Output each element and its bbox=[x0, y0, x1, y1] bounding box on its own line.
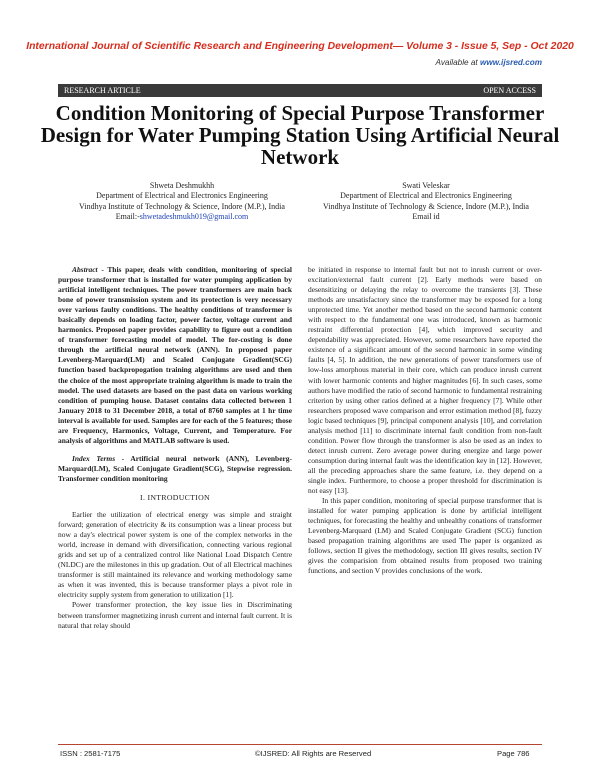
research-article-label: RESEARCH ARTICLE bbox=[64, 86, 141, 95]
abstract-label: Abstract bbox=[72, 265, 98, 274]
author-block-2 bbox=[306, 181, 546, 222]
index-terms-text: - Artificial neural network (ANN), Levenberg-Marquard(LM), Scaled Conjugate Gradient(SCG), Stepwise regression. Transformer condition monitoring bbox=[58, 453, 292, 483]
author-department: Department of Electrical and Electronics Engineering bbox=[96, 191, 268, 201]
author-email-line bbox=[62, 212, 302, 222]
footer-copyright: ©IJSRED: All Rights are Reserved bbox=[255, 749, 372, 758]
author-email-link[interactable]: shwetadeshmukh019@gmail.com bbox=[139, 211, 249, 221]
left-column bbox=[58, 265, 292, 631]
body-paragraph-2: In this paper condition, monitoring of special purpose transformer that is installed for water pumping application is done by artificial intelligent techniques, for forecasting the healthy and unhealthy conations of transformer Levenberg-Marquard (LM) and Scaled Conjugate Gradient (SCG) function based propagation training algorithms are used The paper is organized as follows, section II gives the methodology, section III gives results, section IV gives the comparision from obtained results from proposed two training functions, and section V provides conclusions of the work. bbox=[308, 496, 542, 576]
journal-header: International Journal of Scientific Research and Engineering Development— Volume 3 - Issue 5, Sep - Oct 2020 bbox=[26, 41, 574, 52]
article-type-bar bbox=[58, 84, 542, 97]
section-heading-introduction: I. INTRODUCTION bbox=[140, 492, 210, 502]
paper-title: Condition Monitoring of Special Purpose Transformer Design for Water Pumping Station Using Artificial Neural Network bbox=[40, 101, 560, 169]
email-label: Email:- bbox=[115, 211, 140, 221]
abstract bbox=[58, 265, 292, 446]
author-block-1 bbox=[62, 181, 302, 222]
author-department: Department of Electrical and Electronics Engineering bbox=[340, 191, 512, 201]
author-institute: Vindhya Institute of Technology & Science, Indore (M.P.), India bbox=[79, 201, 285, 211]
author-email: Email id bbox=[412, 211, 440, 221]
footer-divider bbox=[58, 744, 542, 745]
journal-url-link[interactable]: www.ijsred.com bbox=[479, 58, 542, 67]
availability-line bbox=[436, 58, 543, 67]
intro-paragraph-1: Earlier the utilization of electrical energy was simple and straight forward; generation of electricity & its consumption was a linear process but now a day's electrical power system is one of the complex networks in the world, increase in demand with diversification, connecting various regional grids and set up of a centralized control like National Load Dispatch Centre (NLDC) are the milestones in this up gradation. Out of all Electrical machines transformer is still maintained its relevance and working methodology same as when it was invented, this is because transformer plays a pivot role in electricity supply system from generation to utilization [1]. bbox=[58, 510, 292, 600]
footer-page-number: Page 786 bbox=[497, 749, 530, 758]
author-institute: Vindhya Institute of Technology & Science, Indore (M.P.), India bbox=[323, 201, 529, 211]
author-name: Shweta Deshmukhh bbox=[149, 181, 215, 190]
index-terms bbox=[58, 454, 292, 484]
open-access-label: OPEN ACCESS bbox=[483, 86, 536, 95]
abstract-text: - This paper, deals with condition, monitoring of special purpose transformer that is installed for water pumping application by artificial intelligent techniques. The power transformers are main back bone of power transmission system and its protection is very necessary over various faulty conditions. The healthy conditions of transformer is basically depends on loading factor, power factor, voltage current and harmonics. Proposed paper provides capability to figure out a condition of transformer forecasting model of model. The for-costing is done through the artificial neural network (ANN). In proposed paper Levenberg-Marquard(LM) and Scaled Conjugate Gradient(SCG) function based backpropogation training algorithms are used and then the choice of the most appropriate training algorithm is made to train the model. The used datasets are based on the past data on various working condition of pumping house. Dataset contains data collected between 1 January 2018 to 31 December 2018, a total of 8760 samples at 1 hr time interval is available for used. Samples are for each of the 5 features; those are Frequency, Harmonics, Voltage, Current, and Temperature. For analysis of algorithms and MATLAB software is used. bbox=[58, 265, 292, 445]
index-terms-label: Index Terms bbox=[72, 453, 116, 463]
intro-paragraph-2: Power transformer protection, the key issue lies in Discriminating between transformer magnetizing inrush current and internal fault current. It is natural that relay should bbox=[58, 600, 292, 630]
footer-issn: ISSN : 2581-7175 bbox=[60, 749, 121, 758]
available-prefix: Available at bbox=[435, 58, 480, 67]
author-name: Swati Veleskar bbox=[402, 181, 450, 190]
right-column bbox=[308, 265, 542, 576]
body-paragraph-1: be initiated in response to internal fault but not to inrush current or over-excitation/external fault current [2]. Early methods were based on desensitizing or delaying the relay to overcome the transients [3]. These methods are unsatisfactory since the transformer may be exposed for a long unprotected time. Yet another method based on the second harmonic content with respect to the fundamental one was introduced, known as harmonic restraint differential protection [4], which improved security and dependability was appreciated. However, some researchers have reported the existence of a significant amount of the second harmonic in some winding faults [4, 5]. In addition, the new generations of power transformers use of low-loss amorphous material in their core, which can produce inrush current with lower harmonic contents and higher magnitudes [6]. In such cases, some authors have modified the ratio of second harmonic to fundamental restraining criterion by using other ratios defined at a higher frequency [7]. While other researchers proposed wave comparison and error estimation method [8], fuzzy logic based techniques [9], principal component analysis [10], and correlation analysis method [11] to discriminate internal fault condition from non-fault condition. Power flow through the transformer is also be used as an index to detect inrush current. Zero average power during energize and large power consumption during internal fault was the identification key in [12]. However, all the preceding approaches share the same feature, i.e. they depend on a single index. Furthermore, to choose a proper threshold for discrimination is not easy [13]. bbox=[308, 265, 542, 496]
